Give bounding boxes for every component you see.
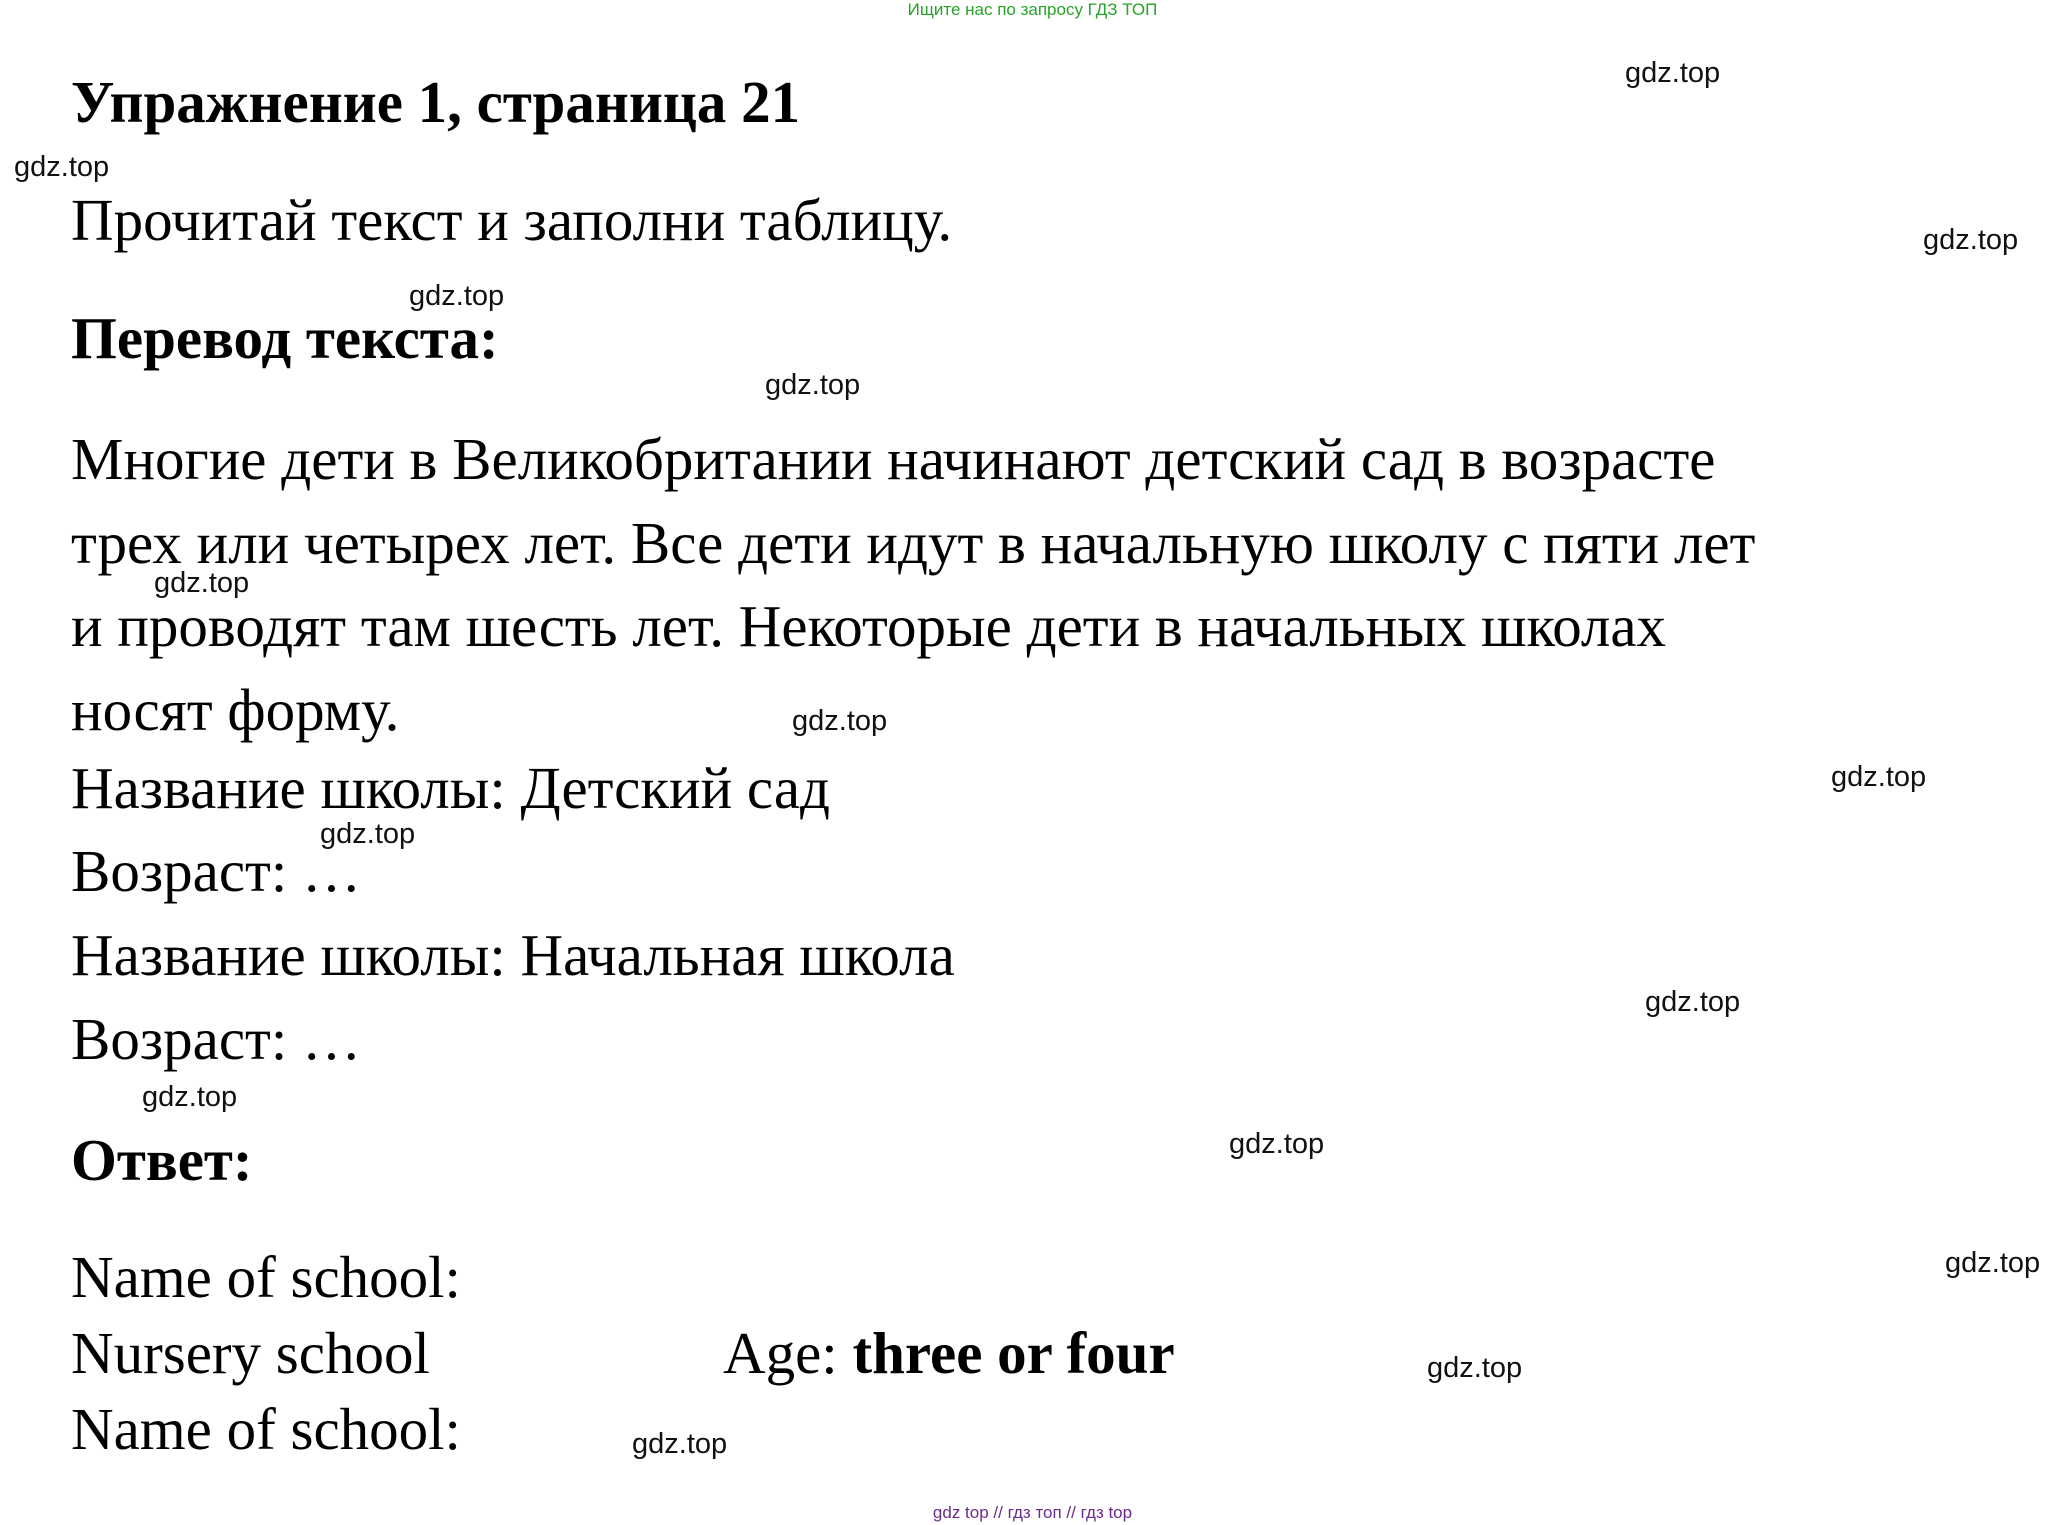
answer-age-label: Age: <box>723 1320 838 1386</box>
watermark: gdz.top <box>1427 1352 1523 1384</box>
school-name-row <box>71 753 830 823</box>
watermark: gdz.top <box>320 818 416 850</box>
watermark: gdz.top <box>1229 1128 1325 1160</box>
answer-school-value: Nursery school <box>71 1320 430 1386</box>
top-banner[interactable]: Ищите нас по запросу ГДЗ ТОП <box>907 0 1158 19</box>
school-name-label: Название школы: <box>71 755 506 821</box>
school-name-value: Детский сад <box>520 755 831 821</box>
task-instruction: Прочитай текст и заполни таблицу. <box>71 187 953 253</box>
exercise-title: Упражнение 1, страница 21 <box>71 69 801 135</box>
age-label: Возраст: <box>71 1006 288 1072</box>
watermark: gdz.top <box>1945 1247 2041 1279</box>
watermark: gdz.top <box>792 705 888 737</box>
age-row <box>71 1004 361 1074</box>
watermark: gdz.top <box>142 1081 238 1113</box>
age-value: … <box>301 838 361 904</box>
age-label: Возраст: <box>71 838 288 904</box>
translation-heading: Перевод текста: <box>71 305 499 371</box>
watermark: gdz.top <box>14 151 110 183</box>
watermark: gdz.top <box>1923 224 2019 256</box>
answer-name-label: Name of school: <box>71 1396 461 1462</box>
answer-age <box>723 1318 1175 1388</box>
watermark: gdz.top <box>632 1428 728 1460</box>
translation-line: Многие дети в Великобритании начинают детский сад в возрасте <box>71 426 1716 492</box>
school-name-label: Название школы: <box>71 922 506 988</box>
watermark: gdz.top <box>154 567 250 599</box>
answer-age-value: three or four <box>852 1320 1175 1386</box>
watermark: gdz.top <box>1625 57 1721 89</box>
translation-paragraph <box>71 418 2041 752</box>
watermark: gdz.top <box>1831 761 1927 793</box>
age-value: … <box>301 1006 361 1072</box>
age-row <box>71 836 361 906</box>
watermark: gdz.top <box>1645 986 1741 1018</box>
translation-line: и проводят там шесть лет. Некоторые дети в начальных школах <box>71 593 1667 659</box>
school-name-row <box>71 920 955 990</box>
translation-line: трех или четырех лет. Все дети идут в начальную школу с пяти лет <box>71 509 1756 576</box>
bottom-banner[interactable]: gdz top // гдз топ // гдз top <box>932 1503 1133 1522</box>
answer-name-label: Name of school: <box>71 1244 461 1310</box>
translation-line: носят форму. <box>71 676 400 743</box>
watermark: gdz.top <box>409 280 505 312</box>
watermark: gdz.top <box>765 369 861 401</box>
answer-heading: Ответ: <box>71 1127 253 1193</box>
school-name-value: Начальная школа <box>520 922 955 988</box>
